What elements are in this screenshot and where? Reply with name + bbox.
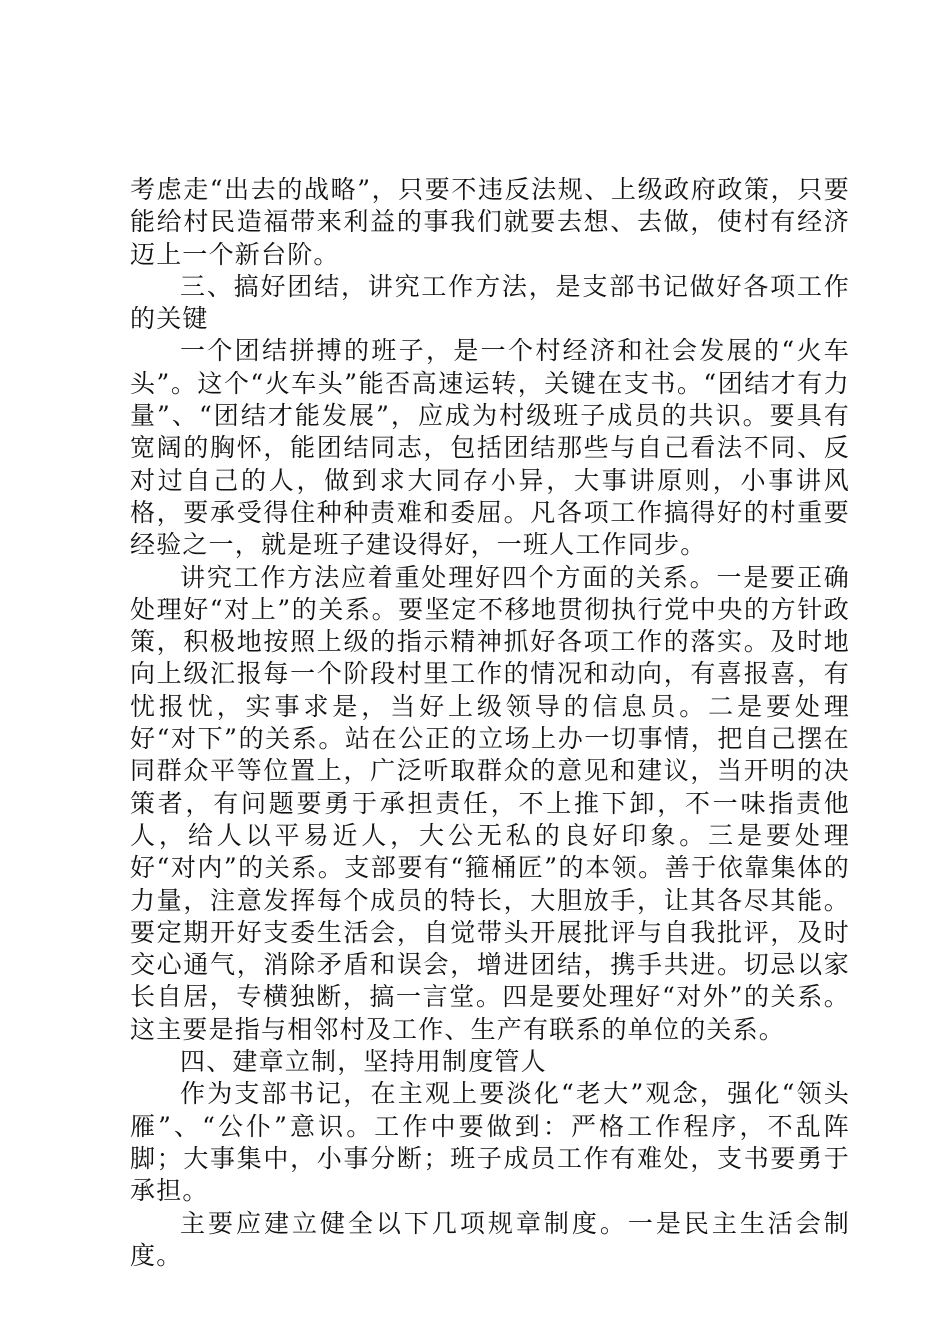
paragraph-secretary-role: 作为支部书记，在主观上要淡化“老大”观念，强化“领头雁”、“公仆”意识。工作中要做到：严格工作程序，不乱阵脚；大事集中，小事分断；班子成员工作有难处，支书要勇于承担。 [130,1079,850,1206]
paragraph-regulations: 主要应建立健全以下几项规章制度。一是民主生活会制度。 [130,1208,850,1270]
paragraph-unity: 一个团结拼搏的班子，是一个村经济和社会发展的“火车头”。这个“火车头”能否高速运转，关键在支书。“团结才有力量”、“团结才能发展”，应成为村级班子成员的共识。要具有宽阔的胸怀，能团结同志，包括团结那些与自己看法不同、反对过自己的人，做到求大同存小异，大事讲原则，小事讲风格，要承受得住种种责难和委屈。凡各项工作搞得好的村重要经验之一，就是班子建设得好，一班人工作同步。 [130,336,850,560]
section-heading-three: 三、搞好团结，讲究工作方法，是支部书记做好各项工作的关键 [130,271,850,334]
paragraph-continuation: 考虑走“出去的战略”，只要不违反法规、上级政府政策，只要能给村民造福带来利益的事我们就要去想、去做，使村有经济迈上一个新台阶。 [130,175,850,269]
document-body [130,174,850,1272]
paragraph-work-methods: 讲究工作方法应着重处理好四个方面的关系。一是要正确处理好“对上”的关系。要坚定不移地贯彻执行党中央的方针政策，积极地按照上级的指示精神抓好各项工作的落实。及时地向上级汇报每一个阶段村里工作的情况和动向，有喜报喜，有忧报忧，实事求是，当好上级领导的信息员。二是要处理好“对下”的关系。站在公正的立场上办一切事情，把自己摆在同群众平等位置上，广泛听取群众的意见和建议，当开明的决策者，有问题要勇于承担责任，不上推下卸，不一味指责他人，给人以平易近人，大公无私的良好印象。三是要处理好“对内”的关系。支部要有“箍桶匠”的本领。善于依靠集体的力量，注意发挥每个成员的特长，大胆放手，让其各尽其能。要定期开好支委生活会，自觉带头开展批评与自我批评，及时交心通气，消除矛盾和误会，增进团结，携手共进。切忌以家长自居，专横独断，搞一言堂。四是要处理好“对外”的关系。这主要是指与相邻村及工作、生产有联系的单位的关系。 [130,562,850,1044]
section-heading-four: 四、建章立制，坚持用制度管人 [180,1047,547,1077]
